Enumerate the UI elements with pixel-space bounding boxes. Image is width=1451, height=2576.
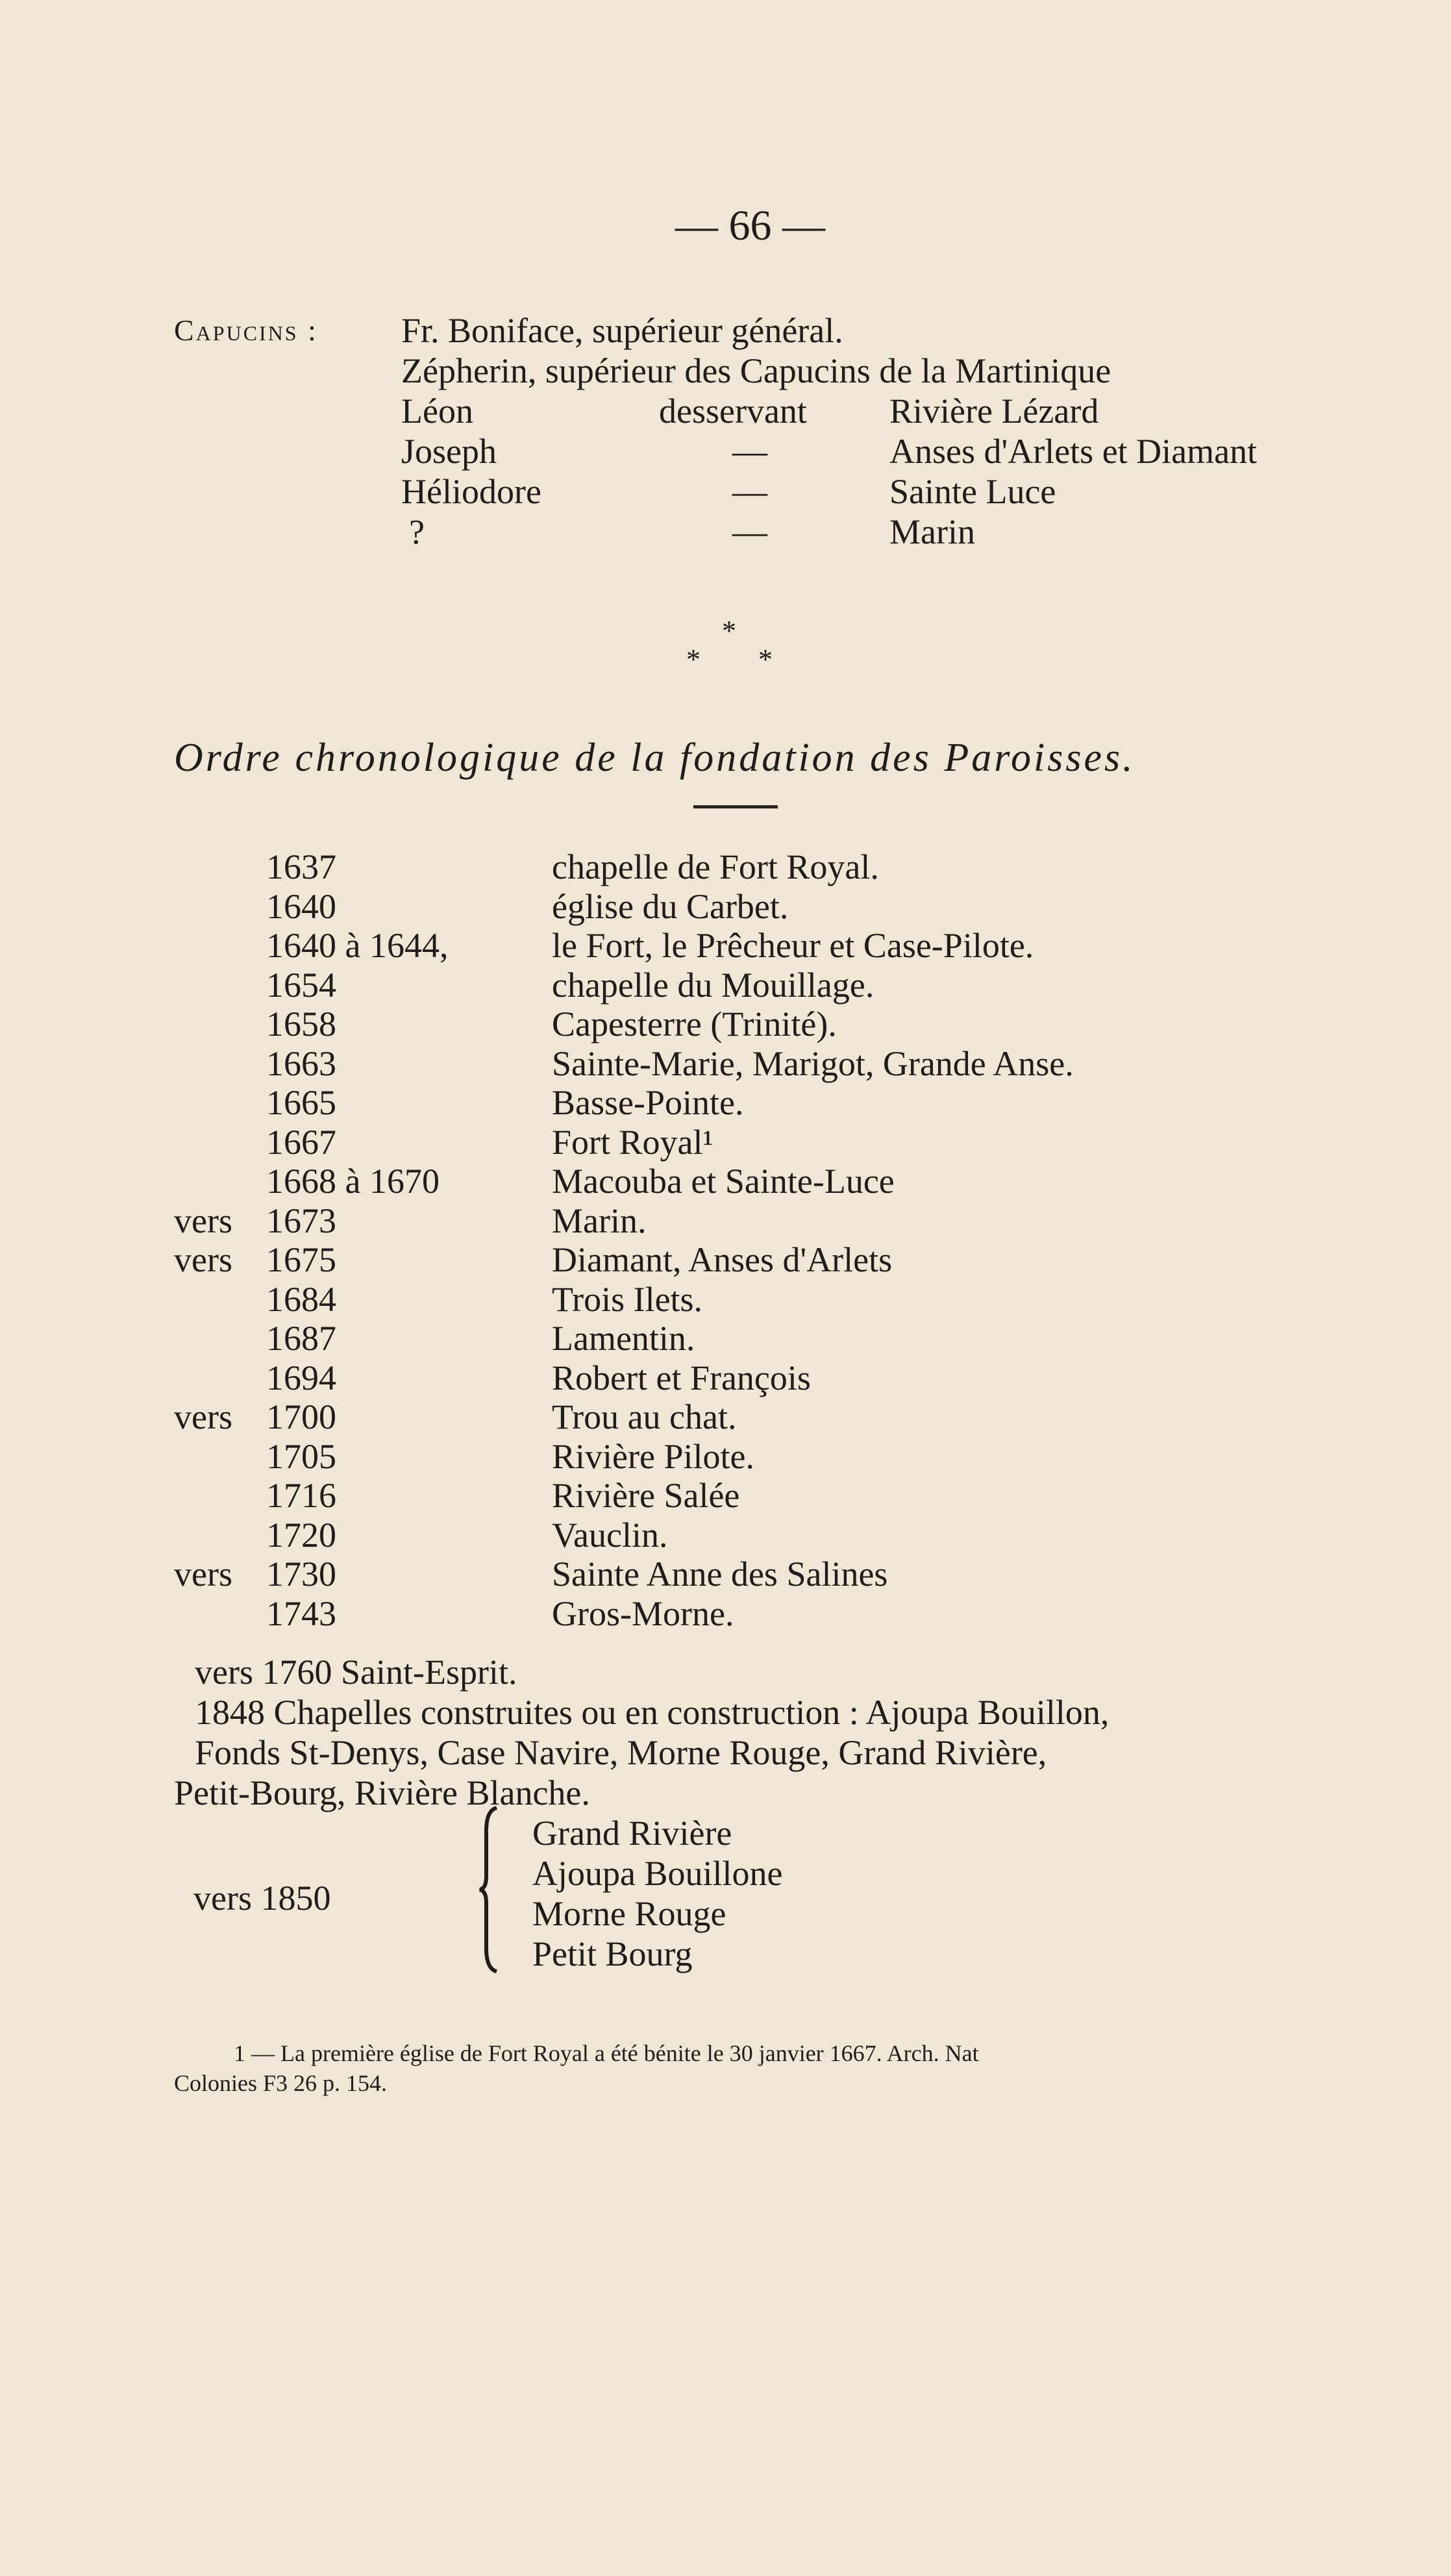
page-number: — 66 — (675, 202, 825, 249)
chronology-text: Rivière Pilote. (552, 1437, 754, 1476)
section-title: Ordre chronologique de la fondation des Paroisses. (174, 736, 1135, 780)
capucins-place: Rivière Lézard (889, 392, 1099, 431)
chronology-text: Rivière Salée (552, 1476, 740, 1515)
chronology-text: Macouba et Sainte-Luce (552, 1162, 895, 1201)
chronology-year: 1730 (266, 1555, 336, 1594)
footnote-line: Colonies F3 26 p. 154. (174, 2070, 388, 2096)
chronology-text: le Fort, le Prêcheur et Case-Pilote. (552, 926, 1034, 965)
capucins-role: desservant (659, 392, 807, 431)
capucins-role: — (732, 472, 767, 511)
chronology-year: 1665 (266, 1083, 336, 1122)
capucins-place: Anses d'Arlets et Diamant (889, 432, 1258, 471)
ornament-star-icon: * (722, 615, 736, 647)
capucins-role: — (732, 512, 767, 551)
chronology-prefix: vers (174, 1397, 232, 1436)
chronology-year: 1694 (266, 1358, 336, 1397)
chronology-year: 1720 (266, 1516, 336, 1555)
chronology-text: chapelle de Fort Royal. (552, 847, 879, 886)
chronology-year: 1663 (266, 1044, 336, 1083)
chronology-year: 1640 (266, 887, 336, 926)
chronology-prefix: vers (174, 1555, 232, 1594)
vers-1760-line: vers 1760 Saint-Esprit. (195, 1653, 517, 1692)
capucins-name: Héliodore (401, 472, 541, 511)
chronology-year: 1667 (266, 1123, 336, 1162)
chronology-year: 1654 (266, 966, 336, 1005)
chronology-text: Trou au chat. (552, 1397, 737, 1436)
chronology-text: église du Carbet. (552, 887, 789, 926)
chronology-year: 1687 (266, 1319, 336, 1358)
chronology-text: Sainte-Marie, Marigot, Grande Anse. (552, 1044, 1074, 1083)
capucins-name: Léon (401, 392, 473, 431)
vers-1850-item: Morne Rouge (532, 1894, 726, 1933)
chronology-prefix: vers (174, 1240, 232, 1279)
chronology-year: 1668 à 1670 (266, 1162, 440, 1201)
chronology-text: Robert et François (552, 1358, 811, 1397)
paragraph-1848-line: 1848 Chapelles construites ou en construction : Ajoupa Bouillon, (195, 1693, 1110, 1732)
chronology-text: Diamant, Anses d'Arlets (552, 1240, 893, 1279)
ornament-star-icon: * (686, 644, 701, 675)
vers-1850-label: vers 1850 (193, 1879, 331, 1918)
chronology-year: 1705 (266, 1437, 336, 1476)
chronology-year: 1684 (266, 1280, 336, 1319)
capucins-line: Zépherin, supérieur des Capucins de la Martinique (401, 351, 1111, 390)
chronology-text: Vauclin. (552, 1516, 668, 1555)
capucins-name: ? (409, 512, 425, 551)
vers-1850-item: Grand Rivière (532, 1814, 732, 1853)
chronology-year: 1716 (266, 1476, 336, 1515)
vers-1850-item: Ajoupa Bouillone (532, 1854, 783, 1893)
chronology-year: 1700 (266, 1397, 336, 1436)
chronology-text: Marin. (552, 1201, 647, 1240)
chronology-text: Sainte Anne des Salines (552, 1555, 888, 1594)
chronology-year: 1658 (266, 1005, 336, 1044)
capucins-role: — (732, 432, 767, 471)
capucins-name: Joseph (401, 432, 497, 471)
chronology-text: Gros-Morne. (552, 1594, 734, 1633)
paragraph-1848-line: Fonds St-Denys, Case Navire, Morne Rouge, Grand Rivière, (195, 1733, 1047, 1772)
footnote-line: 1 — La première église de Fort Royal a été bénite le 30 janvier 1667. Arch. Nat (234, 2040, 979, 2066)
title-rule (693, 805, 778, 808)
chronology-text: Capesterre (Trinité). (552, 1005, 837, 1044)
chronology-prefix: vers (174, 1201, 232, 1240)
chronology-text: chapelle du Mouillage. (552, 966, 874, 1005)
chronology-text: Fort Royal¹ (552, 1123, 713, 1162)
chronology-text: Basse-Pointe. (552, 1083, 744, 1122)
chronology-text: Lamentin. (552, 1319, 695, 1358)
capucins-place: Marin (889, 512, 975, 551)
capucins-label: Capucins : (174, 314, 318, 347)
chronology-year: 1637 (266, 847, 336, 886)
chronology-year: 1675 (266, 1240, 336, 1279)
capucins-line: Fr. Boniface, supérieur général. (401, 311, 843, 350)
capucins-place: Sainte Luce (889, 472, 1056, 511)
vers-1850-item: Petit Bourg (532, 1934, 693, 1973)
chronology-text: Trois Ilets. (552, 1280, 703, 1319)
paragraph-1848-line: Petit-Bourg, Rivière Blanche. (174, 1773, 590, 1812)
chronology-year: 1743 (266, 1594, 336, 1633)
ornament-star-icon: * (758, 644, 773, 675)
chronology-year: 1673 (266, 1201, 336, 1240)
chronology-year: 1640 à 1644, (266, 926, 449, 965)
brace-icon (477, 1805, 503, 1974)
